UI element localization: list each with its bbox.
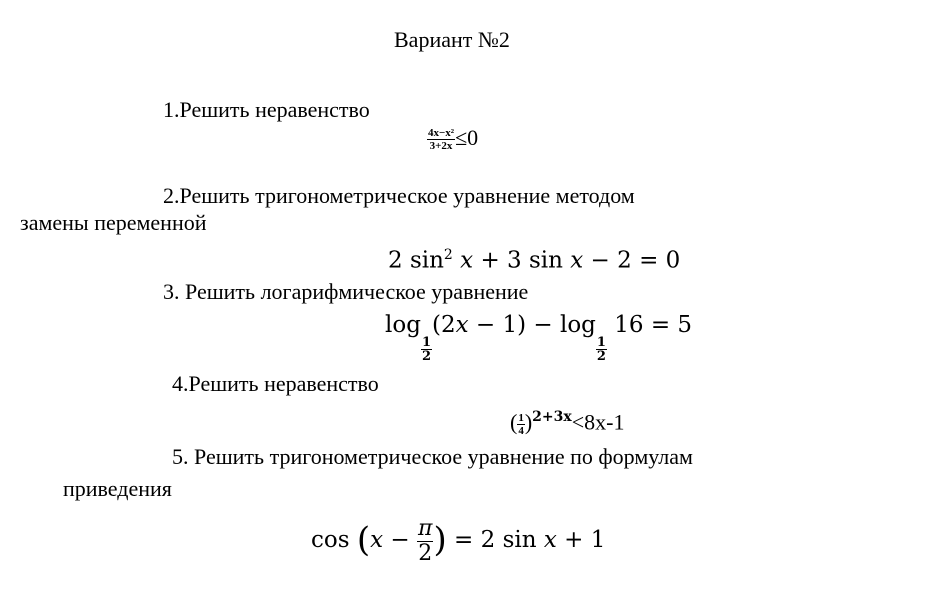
task-5-equation: cos (x − $\frac{\pi}{2}$ ) = 2 sin x + 1 xyxy=(311,515,606,566)
task-1-relation: ≤0 xyxy=(455,125,479,150)
page-title: Вариант №2 xyxy=(394,27,510,52)
task-4-expression: ( $\frac{1}{4}$ )$^{2+3x}$<8x-1 xyxy=(510,409,625,437)
task-4-text: 4.Решить неравенство xyxy=(172,371,379,396)
task-1-expression xyxy=(427,125,478,152)
task-2-equation: 2 $\sin^2 x + 3$ sin x − 2 = 0 xyxy=(388,247,681,274)
task-3-equation: log $\frac{1}{2}$ (2x − 1) − log $\frac{1}{2}$ 16 = 5 xyxy=(385,312,693,364)
task-3-text: 3. Решить логарифмическое уравнение xyxy=(163,279,529,304)
task-5-text-line1: 5. Решить тригонометрическое уравнение по формулам xyxy=(172,444,693,469)
task-2-text-line2: замены переменной xyxy=(20,210,207,235)
task-1-fraction: $\frac{\text{4x−x²}}{3+2x}$ xyxy=(428,127,455,153)
task-1-text: 1.Решить неравенство xyxy=(163,97,370,122)
task-5-text-line2: приведения xyxy=(63,476,172,501)
task-2-text-line1: 2.Решить тригонометрическое уравнение методом xyxy=(163,183,635,208)
